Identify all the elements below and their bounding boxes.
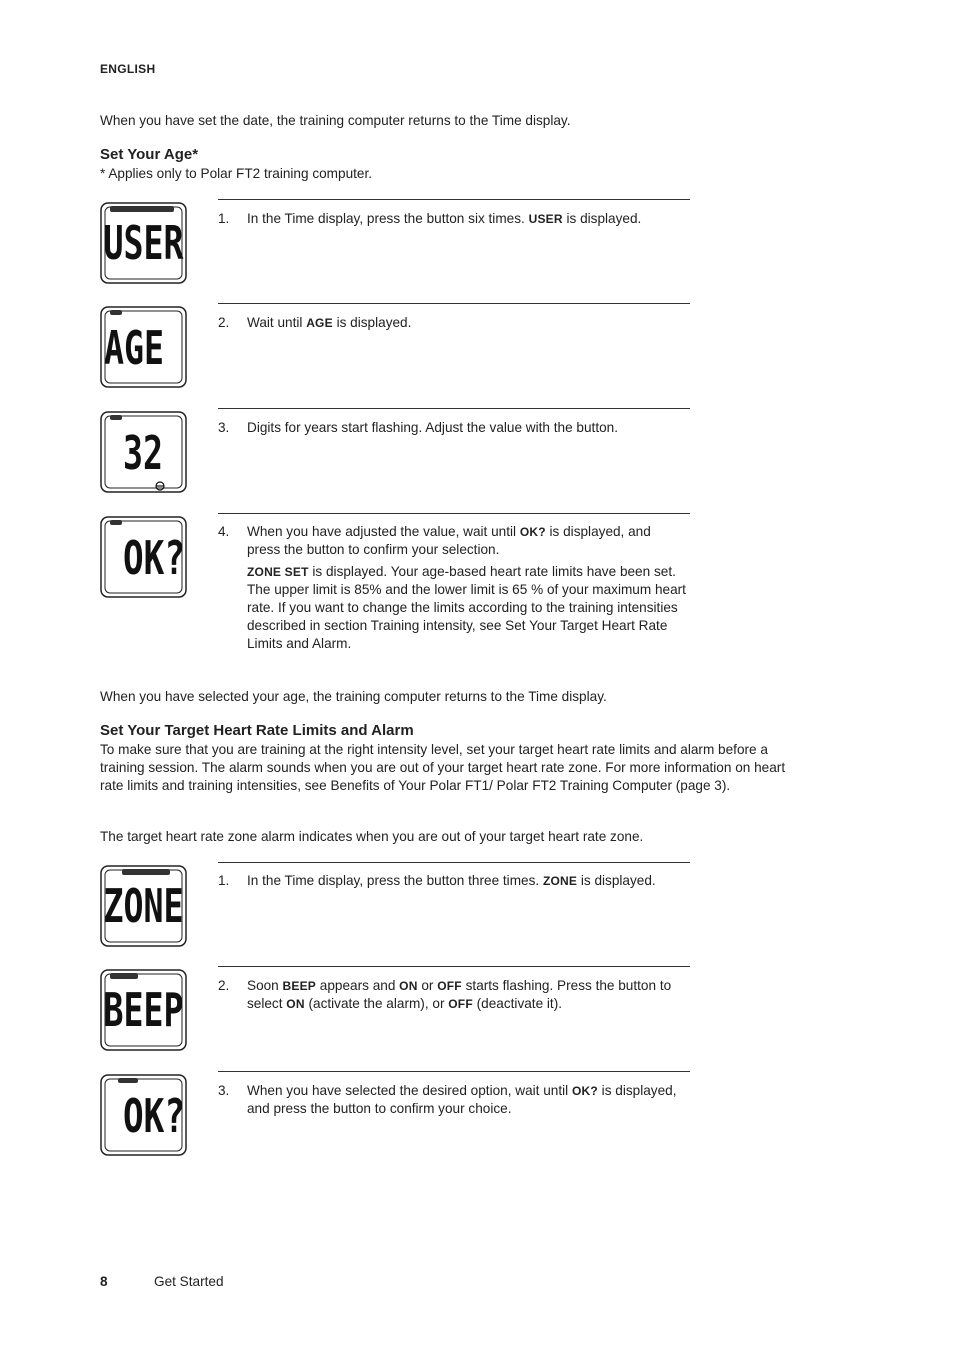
- step-text: is displayed, and press the button to confirm your choice.: [247, 1083, 677, 1116]
- lcd-display-beep: [100, 969, 187, 1051]
- lcd-text: 32: [123, 426, 163, 480]
- step-text: starts flashing. Press the button to select: [247, 978, 672, 1011]
- section-heading-zone: Set Your Target Heart Rate Limits and Alarm: [100, 722, 414, 739]
- lcd-display-ok-confirm: [100, 1074, 187, 1156]
- step-text: Digits for years start flashing. Adjust the value with the button.: [247, 420, 619, 435]
- display-keyword: OK?: [519, 525, 546, 539]
- display-keyword: ON: [286, 997, 305, 1011]
- lcd-text: OK?: [123, 531, 185, 585]
- display-keyword: ON: [399, 979, 418, 993]
- display-keyword: BEEP: [282, 979, 317, 993]
- lcd-text: BEEP: [103, 983, 184, 1037]
- display-keyword: ZONE: [542, 874, 578, 888]
- step-text: In the Time display, press the button six times.: [247, 211, 525, 226]
- step-divider: [218, 1071, 690, 1072]
- after-age-paragraph: When you have selected your age, the training computer returns to the Time display.: [100, 689, 607, 704]
- lcd-display-zone: [100, 865, 187, 947]
- step-text: is displayed.: [566, 211, 642, 226]
- step-divider: [218, 199, 690, 200]
- step-text: When you have adjusted the value, wait until: [247, 524, 517, 539]
- language-label: ENGLISH: [100, 62, 156, 76]
- page-number: 8: [100, 1274, 108, 1289]
- step-text: Soon: [247, 978, 279, 993]
- display-keyword: USER: [528, 212, 563, 226]
- display-keyword: ZONE SET: [247, 565, 309, 579]
- lcd-text: AGE: [104, 321, 164, 375]
- step-text: is displayed.: [580, 873, 656, 888]
- step-divider: [218, 862, 690, 863]
- lcd-display-32: [100, 411, 187, 493]
- step-divider: [218, 513, 690, 514]
- step-text: In the Time display, press the button three times.: [247, 873, 540, 888]
- step-number: 2.: [218, 315, 230, 330]
- display-keyword: OK?: [571, 1084, 598, 1098]
- step-text: When you have selected the desired option, wait until: [247, 1083, 569, 1098]
- lcd-text: ZONE: [103, 879, 184, 933]
- display-keyword: AGE: [306, 316, 333, 330]
- step-number: 1.: [218, 211, 230, 226]
- step-number: 2.: [218, 978, 230, 993]
- step-text: Wait until: [247, 315, 303, 330]
- step-number: 1.: [218, 873, 230, 888]
- step-text: is displayed, and press the button to confirm your selection.: [247, 524, 651, 557]
- step-divider: [218, 303, 690, 304]
- section-heading-age: Set Your Age*: [100, 146, 199, 163]
- step-text: appears and: [319, 978, 396, 993]
- section-note: * Applies only to Polar FT2 training computer.: [100, 166, 373, 181]
- step-text: is displayed. Your age-based heart rate limits have been set. The upper limit is 85% and the lower limit is 65 % of your maximum heart rate. If you want to change the limits according to the training intensities described in section Training intensity, see Set Your Target Heart Rate Limits and Alarm.: [247, 564, 686, 651]
- step-text: is displayed.: [336, 315, 412, 330]
- step-number: 3.: [218, 420, 230, 435]
- step-divider: [218, 408, 690, 409]
- step-text: (deactivate it).: [476, 996, 563, 1011]
- step-number: 3.: [218, 1083, 230, 1098]
- display-keyword: OFF: [448, 997, 473, 1011]
- lcd-text: USER: [103, 216, 184, 270]
- step-divider: [218, 966, 690, 967]
- intro-paragraph: When you have set the date, the training computer returns to the Time display.: [100, 113, 571, 128]
- step-text: or: [421, 978, 434, 993]
- lcd-display-user: [100, 202, 187, 284]
- step-number: 4.: [218, 524, 230, 539]
- zone-alarm-paragraph: The target heart rate zone alarm indicates when you are out of your target heart rate zone.: [100, 829, 644, 844]
- display-keyword: OFF: [437, 979, 462, 993]
- footer-section: Get Started: [154, 1274, 224, 1289]
- lcd-display-age: [100, 306, 187, 388]
- step-text: (activate the alarm), or: [308, 996, 445, 1011]
- zone-paragraph: To make sure that you are training at the right intensity level, set your target heart rate limits and alarm before a training session. The alarm sounds when you are out of your target heart rate zone. For more information on heart rate limits and training intensities, see Benefits of Your Polar FT1/ Polar FT2 Training Computer (page 3).: [100, 742, 786, 793]
- lcd-display-ok: [100, 516, 187, 598]
- lcd-text: OK?: [123, 1089, 185, 1143]
